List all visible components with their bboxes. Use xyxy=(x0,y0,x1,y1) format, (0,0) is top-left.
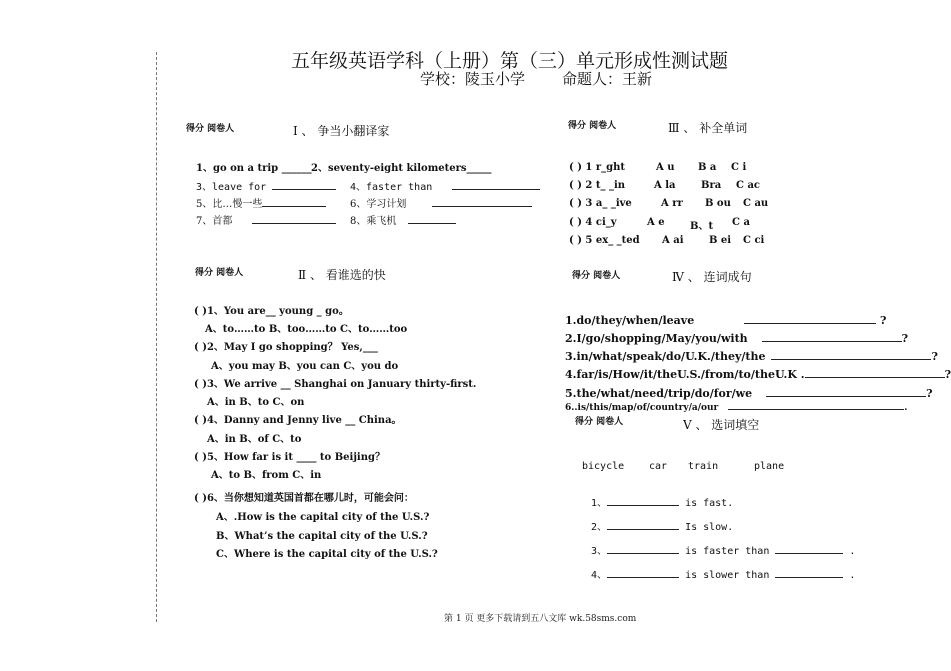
section-3-heading: Ⅲ 、 补全单词 xyxy=(668,121,748,135)
sec2-q6-option-b: B、What’s the capital city of the U.S.? xyxy=(216,531,428,542)
sec2-q6-option-c: C、Where is the capital city of the U.S.? xyxy=(216,549,438,560)
sec4-item-5: 5.the/what/need/trip/do/for/we ? xyxy=(565,387,933,400)
section-1-heading: Ⅰ 、 争当小翻译家 xyxy=(293,124,390,138)
sec5-item-3: 3、 is faster than . xyxy=(591,542,855,557)
section-5-heading: Ⅴ 、 选词填空 xyxy=(683,418,760,432)
sec2-q6-option-a: A、.How is the capital city of the U.S.? xyxy=(216,512,430,523)
sec1-item-2: 2、seventy-eight kilometers_____ xyxy=(311,163,492,174)
word-bank-item: bicycle xyxy=(582,461,625,472)
score-label: 得分 阅卷人 xyxy=(186,124,235,134)
sec2-q1-options: A、to……to B、too……to C、to……too xyxy=(205,324,408,335)
score-label: 得分 阅卷人 xyxy=(575,417,624,427)
score-label: 得分 阅卷人 xyxy=(195,268,244,278)
page-footer: 第 1 页 更多下载请到五八文库 wk.58sms.com xyxy=(444,614,637,624)
sec4-item-6: 6..is/this/map/of/country/a/our . xyxy=(565,403,908,413)
sec1-item-5: 5、比…慢一些 xyxy=(196,195,326,210)
sec2-q3-options: A、in B、to C、on xyxy=(207,397,305,408)
sec4-item-1: 1.do/they/when/leave ? xyxy=(565,314,887,327)
sec3-row-4: ( ) 4 ci_y A e B、t C a xyxy=(569,217,750,232)
sec1-item-1: 1、go on a trip ______ xyxy=(196,163,312,174)
sec5-item-4: 4、 is slower than . xyxy=(591,566,855,581)
school-name: 学校：陵玉小学 xyxy=(420,70,526,88)
sec2-q2: ( )2、May I go shopping？ Yes,___ xyxy=(194,342,378,353)
page-title: 五年级英语学科（上册）第（三）单元形成性测试题 xyxy=(291,50,729,72)
sec2-q5: ( )5、How far is it ____ to Beijing？ xyxy=(194,452,385,463)
word-bank-item: car xyxy=(649,461,668,472)
word-bank-item: plane xyxy=(754,461,785,472)
sec2-q1: ( )1、You are__ young _ go。 xyxy=(194,306,349,317)
sec4-item-3: 3.in/what/speak/do/U.K./they/the ? xyxy=(565,350,938,363)
binding-margin-line xyxy=(156,52,157,622)
sec2-q4-options: A、in B、of C、to xyxy=(207,434,302,445)
sec2-q3: ( )3、We arrive __ Shanghai on January thirty-first. xyxy=(194,379,477,390)
sec1-item-8: 8、乘飞机 xyxy=(350,212,456,227)
sec3-row-3: ( ) 3 a_ _ive A rr B ou C au xyxy=(569,198,769,209)
sec3-row-1: ( ) 1 r_ght A u B a C i xyxy=(569,162,747,173)
sec4-item-4: 4.far/is/How/it/theU.S./from/to/theU.K . ? xyxy=(565,368,951,381)
sec2-q4: ( )4、Danny and Jenny live __ China。 xyxy=(194,415,402,426)
sec3-row-5: ( ) 5 ex_ _ted A ai B ei C ci xyxy=(569,235,765,246)
score-label: 得分 阅卷人 xyxy=(572,271,621,281)
sec1-item-6: 6、学习计划 xyxy=(350,195,532,210)
sec5-item-2: 2、 Is slow. xyxy=(591,518,733,533)
score-label: 得分 阅卷人 xyxy=(568,121,617,131)
sec2-q6: ( )6、当你想知道英国首都在哪儿时，可能会问： xyxy=(194,493,414,504)
sec1-item-4: 4、faster than xyxy=(350,178,540,193)
sec4-item-2: 2.I/go/shopping/May/you/with ? xyxy=(565,332,909,345)
sec1-item-7: 7、首都 xyxy=(196,212,336,227)
sec3-row-2: ( ) 2 t_ _in A la Bra C ac xyxy=(569,180,761,191)
section-2-heading: Ⅱ 、 看谁选的快 xyxy=(298,268,386,282)
word-bank-item: train xyxy=(688,461,719,472)
sec2-q5-options: A、to B、from C、in xyxy=(211,470,322,481)
sec1-item-3: 3、leave for xyxy=(196,178,336,193)
sec2-q2-options: A、you may B、you can C、you do xyxy=(211,361,399,372)
section-4-heading: Ⅳ 、 连词成句 xyxy=(672,270,752,284)
author-name: 命题人：王新 xyxy=(562,70,653,88)
sec5-item-1: 1、 is fast. xyxy=(591,494,733,509)
